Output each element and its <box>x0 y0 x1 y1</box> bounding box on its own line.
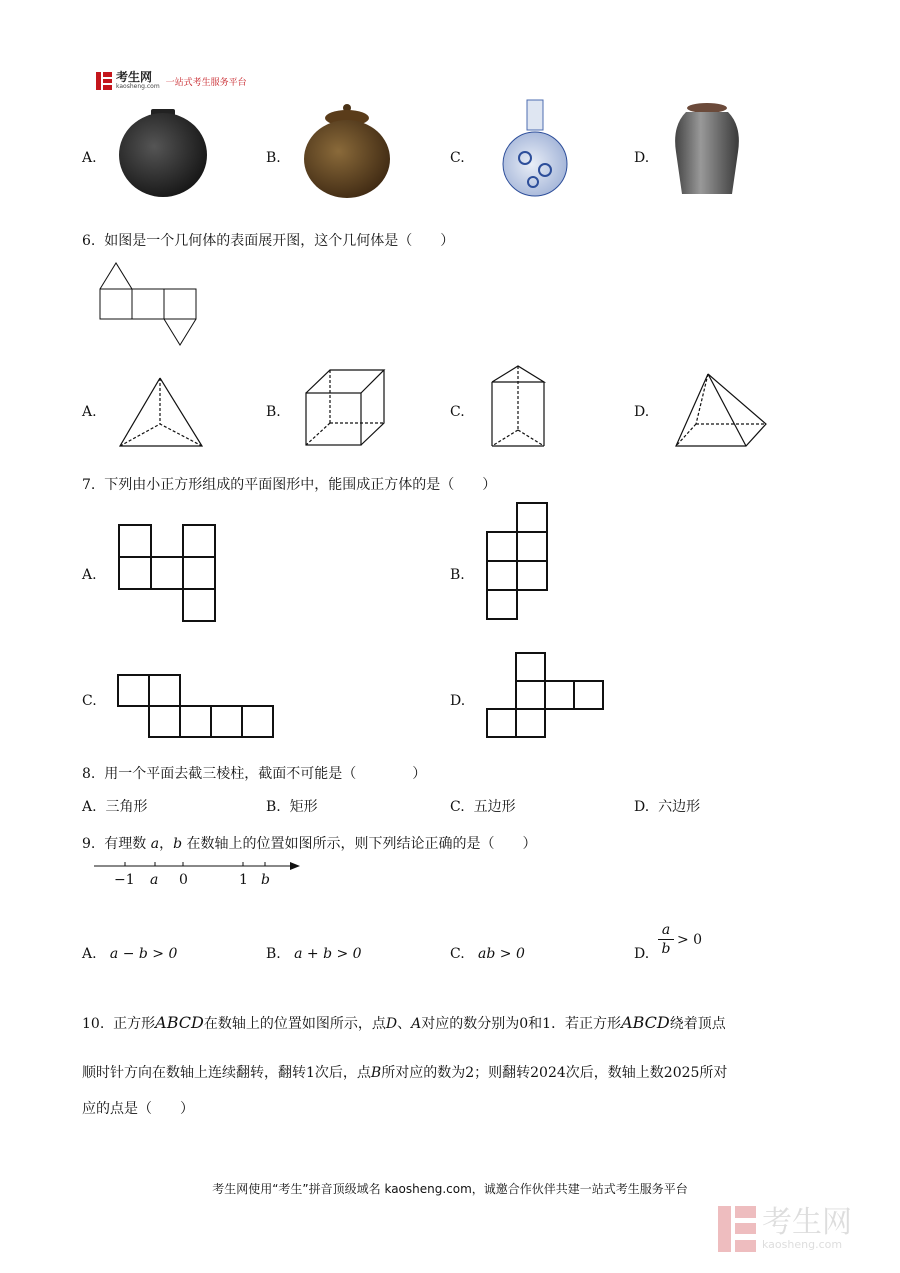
q9-axis-label-1: 1 <box>239 872 248 888</box>
gray-jar-image <box>672 102 742 198</box>
q9-var-a: a <box>150 836 160 852</box>
q10-text: 正方形 <box>113 1016 156 1032</box>
q8-option-a-text: 三角形 <box>105 799 148 815</box>
q10-number-2025: 2025 <box>663 1065 700 1081</box>
q7-option-a-net-figure <box>119 525 219 625</box>
question-10-line-2 <box>82 1062 727 1082</box>
q6-option-a-label: A. <box>82 404 97 420</box>
q8-option-c-letter: C. <box>450 799 465 815</box>
watermark-text: 考生网 <box>762 1204 852 1240</box>
q6-text: 如图是一个几何体的表面展开图，这个几何体是（ ） <box>104 233 455 249</box>
q7-option-c-label: C. <box>82 693 97 709</box>
q10-text: 顺时针方向在数轴上连续翻转，翻转 <box>82 1065 306 1081</box>
q6-option-a-pyramid-figure <box>118 374 208 450</box>
q9-option-d-fraction <box>658 922 674 957</box>
q10-text: 在数轴上的位置如图所示，点 <box>203 1016 386 1032</box>
q9-axis-label-a: a <box>150 872 159 888</box>
q9-text-pre: 有理数 <box>104 836 147 852</box>
q8-option-a-letter: A. <box>82 799 97 815</box>
q9-axis-label-neg1: −1 <box>114 872 135 888</box>
q10-number-2024: 2024 <box>530 1065 566 1081</box>
q10-number: 10. <box>82 1016 105 1032</box>
q5-option-a-label: A. <box>82 150 97 166</box>
q9-text-post: 在数轴上的位置如图所示，则下列结论正确的是（ ） <box>186 836 537 852</box>
q10-point-d: D <box>385 1016 398 1032</box>
q9-option-a <box>82 946 177 962</box>
q8-option-b-text: 矩形 <box>289 799 318 815</box>
logo-icon <box>96 72 112 90</box>
watermark-icon <box>718 1206 756 1252</box>
q7-option-a-label: A. <box>82 567 97 583</box>
logo-tagline: 一站式考生服务平台 <box>165 77 247 88</box>
q9-option-d-relation: > 0 <box>677 932 703 948</box>
q6-option-d-label: D. <box>634 404 650 420</box>
q9-axis-label-b: b <box>261 872 270 888</box>
q7-text: 下列由小正方形组成的平面图形中，能围成正方体的是（ ） <box>104 477 497 493</box>
q6-option-c-prism-figure <box>490 364 550 450</box>
question-10-line-1 <box>82 1013 726 1033</box>
q9-option-d-letter: D. <box>634 946 650 962</box>
q5-option-b-label: B. <box>266 150 281 166</box>
q10-abcd: ABCD <box>621 1013 670 1032</box>
q5-option-d-label: D. <box>634 150 650 166</box>
q8-option-d-letter: D. <box>634 799 650 815</box>
q9-number: 9. <box>82 836 96 852</box>
q6-option-d-pyramid-figure <box>674 370 768 450</box>
q9-option-c-expr: ab > 0 <box>478 946 525 962</box>
q10-number-1: 1 <box>542 1016 552 1032</box>
footer-text: 考生网使用“考生”拼音顶级域名 kaosheng.com，诚邀合作伙伴共建一站式考生服务平台 <box>212 1182 688 1196</box>
q10-text: 次后，点 <box>314 1065 371 1081</box>
q10-abcd: ABCD <box>155 1013 204 1032</box>
header-logo <box>96 72 247 90</box>
q8-option-d-text: 六边形 <box>658 799 701 815</box>
watermark-logo <box>718 1206 852 1252</box>
q8-text: 用一个平面去截三棱柱，截面不可能是（ ） <box>104 766 427 782</box>
q7-option-d-label: D. <box>450 693 466 709</box>
q8-option-b-letter: B. <box>266 799 281 815</box>
fraction-bar <box>658 939 674 940</box>
q10-number-0: 0 <box>519 1016 529 1032</box>
q9-option-b-letter: B. <box>266 946 281 962</box>
logo-domain: kaosheng.com <box>116 83 160 90</box>
q10-number-2: 2 <box>465 1065 475 1081</box>
q9-option-d-numerator: a <box>661 922 671 938</box>
q6-net-figure <box>100 262 200 347</box>
question-8 <box>82 763 426 783</box>
question-7 <box>82 474 496 494</box>
q10-point-b: B <box>370 1065 382 1081</box>
watermark-domain: kaosheng.com <box>762 1237 843 1251</box>
question-10-line-3: 应的点是（ ） <box>82 1101 194 1117</box>
q10-text: ；则翻转 <box>474 1065 531 1081</box>
q9-option-a-expr: a − b > 0 <box>109 946 178 962</box>
q6-number: 6. <box>82 233 96 249</box>
q9-axis-label-0: 0 <box>179 872 188 888</box>
q8-number: 8. <box>82 766 96 782</box>
q5-option-c-label: C. <box>450 150 465 166</box>
q6-option-b-cube-figure <box>304 368 388 448</box>
q10-text: ．若正方形 <box>551 1016 622 1032</box>
question-6 <box>82 230 454 250</box>
q10-number-1: 1 <box>306 1065 315 1081</box>
q9-var-b: b <box>173 836 183 852</box>
q9-option-c-letter: C. <box>450 946 465 962</box>
question-9 <box>82 833 537 853</box>
blue-white-vase-image <box>500 98 570 200</box>
q8-option-c <box>450 796 516 816</box>
q7-option-c-net-figure <box>118 675 278 741</box>
q6-option-b-label: B. <box>266 404 281 420</box>
brown-pot-image <box>302 102 392 200</box>
black-jar-image <box>115 105 210 200</box>
q10-text: 次后，数轴上数 <box>565 1065 664 1081</box>
q7-option-d-net-figure <box>487 653 605 741</box>
q10-text: 、 <box>397 1016 412 1032</box>
q10-text: 所对 <box>699 1065 728 1081</box>
q9-option-b-expr: a + b > 0 <box>294 946 362 962</box>
q8-option-a <box>82 796 147 816</box>
q7-option-b-net-figure <box>487 503 551 623</box>
q10-text: 绕着顶点 <box>669 1016 726 1032</box>
logo-text: 考生网 <box>116 70 153 84</box>
q8-option-c-text: 五边形 <box>473 799 516 815</box>
q9-option-d-denominator: b <box>661 941 671 957</box>
q7-option-b-label: B. <box>450 567 465 583</box>
q9-sep: ， <box>159 836 174 852</box>
q8-option-d <box>634 796 700 816</box>
q7-number: 7. <box>82 477 96 493</box>
q10-text: 和 <box>528 1016 543 1032</box>
q9-option-b <box>266 946 362 962</box>
q9-option-c <box>450 946 525 962</box>
q6-option-c-label: C. <box>450 404 465 420</box>
q9-option-a-letter: A. <box>82 946 97 962</box>
q10-text: 所对应的数为 <box>381 1065 466 1081</box>
q10-text: 对应的数分别为 <box>421 1016 520 1032</box>
q8-option-b <box>266 796 318 816</box>
q10-point-a: A <box>411 1016 422 1032</box>
